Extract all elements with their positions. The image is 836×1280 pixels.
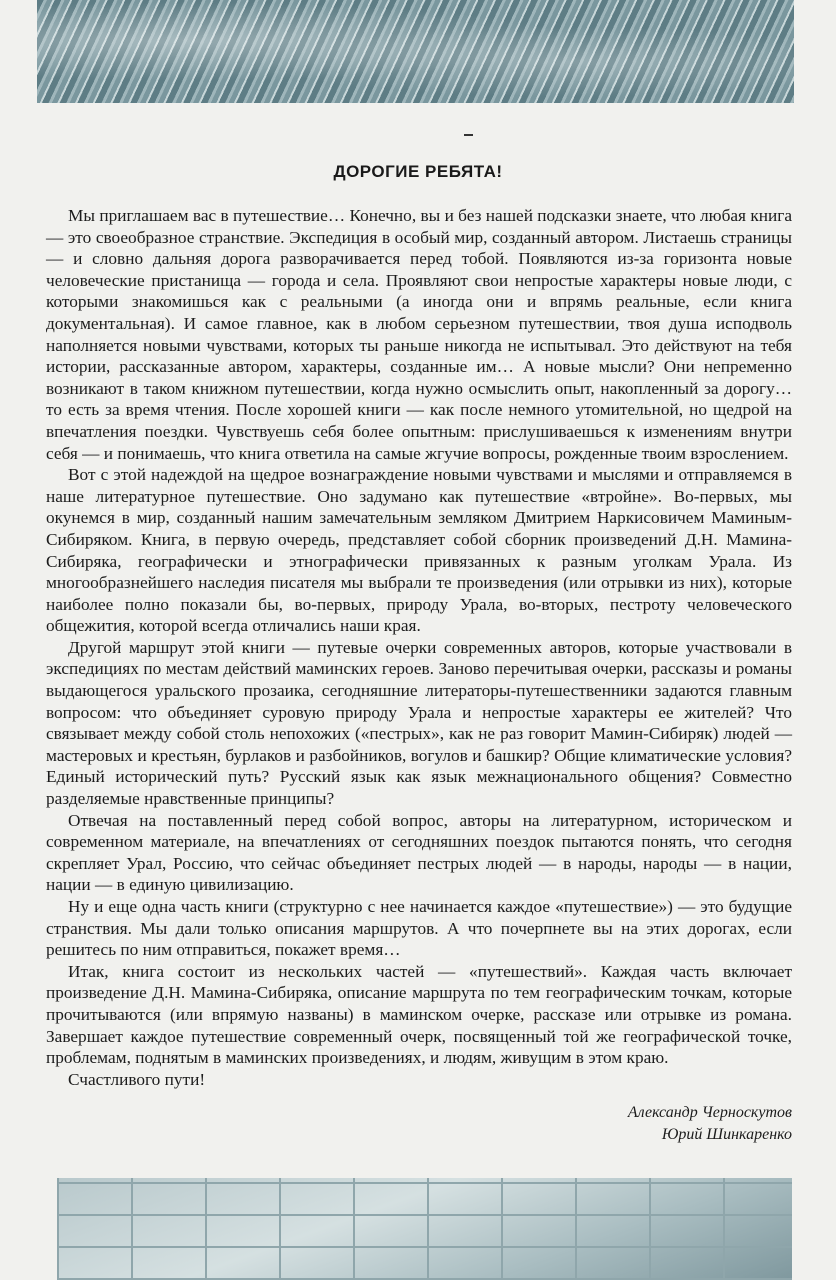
letter-body (46, 205, 792, 1090)
author-name: Александр Черноскутов (627, 1104, 792, 1121)
closing-line: Счастливого пути! (68, 1069, 206, 1089)
paragraph: Ну и еще одна часть книги (структурно с нее начинается каждое «путешествие») — это будущие странствия. Мы дали только описания маршрутов. А что почерпнете вы на этих дорогах, если решитесь по ним отправиться, покажет время… (46, 897, 792, 960)
page-title: ДОРОГИЕ РЕБЯТА! (333, 162, 503, 181)
paragraph: Вот с этой надеждой на щедрое вознаграждение новыми чувствами и мыслями и отправляемся в наше литературное путешествие. Оно задумано как путешествие «втройне». Во-первых, мы окунемся в мир, созданный нашим замечательным земляком Дмитрием Наркисовичем Маминым-Сибиряком. Книга, в первую очередь, представляет собой сборник произведений Д.Н. Мамина-Сибиряка, географически и этнографически привязанных к разным уголкам Урала. Из многообразнейшего наследия писателя мы выбрали те произведения (или отрывки из них), которые наиболее полно показали бы, во-первых, природу Урала, во-вторых, пестроту человеческого общежития, которой всегда отличались наши края. (46, 465, 792, 636)
author-name: Юрий Шинкаренко (661, 1126, 792, 1143)
paragraph: Другой маршрут этой книги — путевые очерки современных авторов, которые участвовали в экспедициях по местам действий маминских героев. Заново перечитывая очерки, рассказы и романы выдающегося уральского прозаика, сегодняшние литераторы-путешественники задаются главным вопросом: что объединяет суровую природу Урала и непростые характеры ее жителей? Что связывает между собой столь непохожих («пестрых», как не раз говорит Мамин-Сибиряк) людей — мастеровых и крестьян, бурлаков и разбойников, вогулов и башкир? Общие климатические условия? Единый исторический путь? Русский язык как язык межнационального общения? Совместно разделяемые нравственные принципы? (46, 637, 792, 809)
paragraph: Отвечая на поставленный перед собой вопрос, авторы на литературном, историческом и современном материале, на впечатлениях от сегодняшних поездок пытаются понять, что сегодня скрепляет Урал, Россию, что сейчас объединяет пестрых людей — в народы, народы — в нации, нации — в единую цивилизацию. (46, 810, 792, 895)
small-dash-mark (464, 134, 473, 136)
paragraph: Итак, книга состоит из нескольких частей — «путешествий». Каждая часть включает произведение Д.Н. Мамина-Сибиряка, описание маршрута по тем географическим точкам, которые прочитываются (или впрямую названы) в маминском очерке, рассказе или отрывке из романа. Завершает каждое путешествие современный очерк, посвященный той же географической точке, проблемам, поднятым в маминских произведениях, и людям, живущим в этом краю. (46, 961, 792, 1068)
bottom-decorative-banner (57, 1178, 792, 1280)
top-decorative-banner (37, 0, 794, 103)
paragraph: Мы приглашаем вас в путешествие… Конечно, вы и без нашей подсказки знаете, что любая книга — это своеобразное странствие. Экспедиция в особый мир, созданный автором. Листаешь страницы — и словно дальняя дорога разворачивается перед тобой. Появляются из-за горизонта новые человеческие пристанища — города и села. Проявляют свои непростые характеры новые люди, с которыми знакомишься как с реальными (а иногда они и впрямь реальные, если книга документальная). И самое главное, как в любом серьезном путешествии, твоя душа исподволь наполняется новыми чувствами, которых ты раньше никогда не испытывал. Это действуют на тебя истории, рассказанные автором, характеры, созданные им… А новые мысли? Они непременно возникают в таком книжном путешествии, когда нужно осмыслить опыт, накопленный за дорогу… то есть за время чтения. После хорошей книги — как после немного утомительной, но щедрой на впечатления поездки. Чувствуешь себя более опытным: прислушиваешься к изменениям внутри себя — и понимаешь, что книга ответила на самые жгучие вопросы, рожденные твоим взрослением. (46, 206, 792, 463)
author-signatures (392, 1102, 792, 1146)
